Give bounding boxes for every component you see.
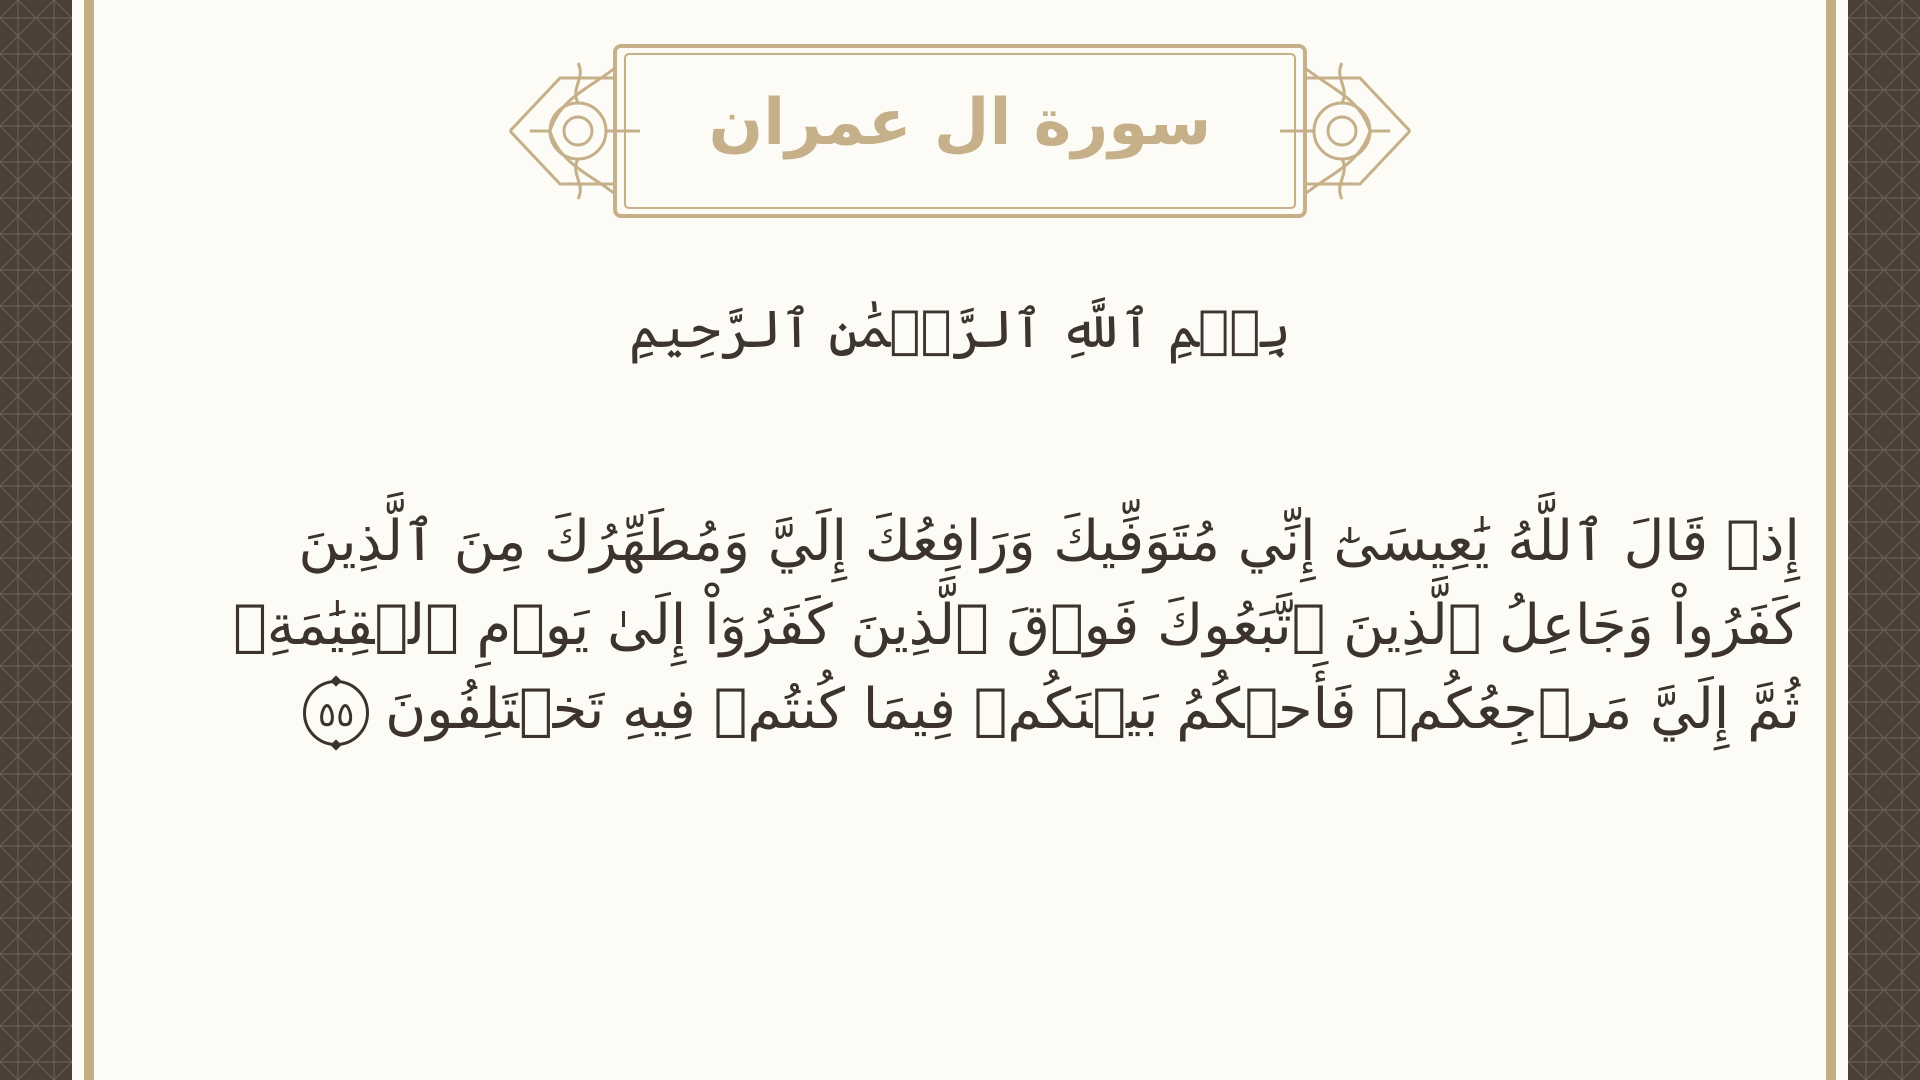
surah-title: سورة ال عمران xyxy=(708,86,1212,160)
surah-title-frame xyxy=(500,38,1420,228)
basmala: بِسۡمِ ٱللَّهِ ٱلرَّحۡمَٰنِ ٱلرَّحِيمِ xyxy=(629,300,1291,360)
right-ornamental-border xyxy=(1848,0,1920,1080)
right-gold-rule xyxy=(1826,0,1836,1080)
ayah-number-marker: ٥٥ xyxy=(303,680,369,746)
verse-text xyxy=(140,500,1800,752)
left-gold-rule xyxy=(84,0,94,1080)
verse-line-last xyxy=(140,668,1800,752)
verse-line: كَفَرُواْ وَجَاعِلُ ٱلَّذِينَ ٱتَّبَعُوكَ فَوۡقَ ٱلَّذِينَ كَفَرُوٓاْ إِلَىٰ يَوۡمِ ٱلۡقِيَٰمَةِۖ xyxy=(233,593,1800,658)
verse-line: إِذۡ قَالَ ٱللَّهُ يَٰعِيسَىٰٓ إِنِّي مُتَوَفِّيكَ وَرَافِعُكَ إِلَيَّ وَمُطَهِّرُكَ مِنَ ٱلَّذِينَ xyxy=(298,509,1800,574)
verse-line-text: ثُمَّ إِلَيَّ مَرۡجِعُكُمۡ فَأَحۡكُمُ بَيۡنَكُمۡ فِيمَا كُنتُمۡ فِيهِ تَخۡتَلِفُونَ xyxy=(385,677,1800,742)
left-ornamental-border xyxy=(0,0,72,1080)
